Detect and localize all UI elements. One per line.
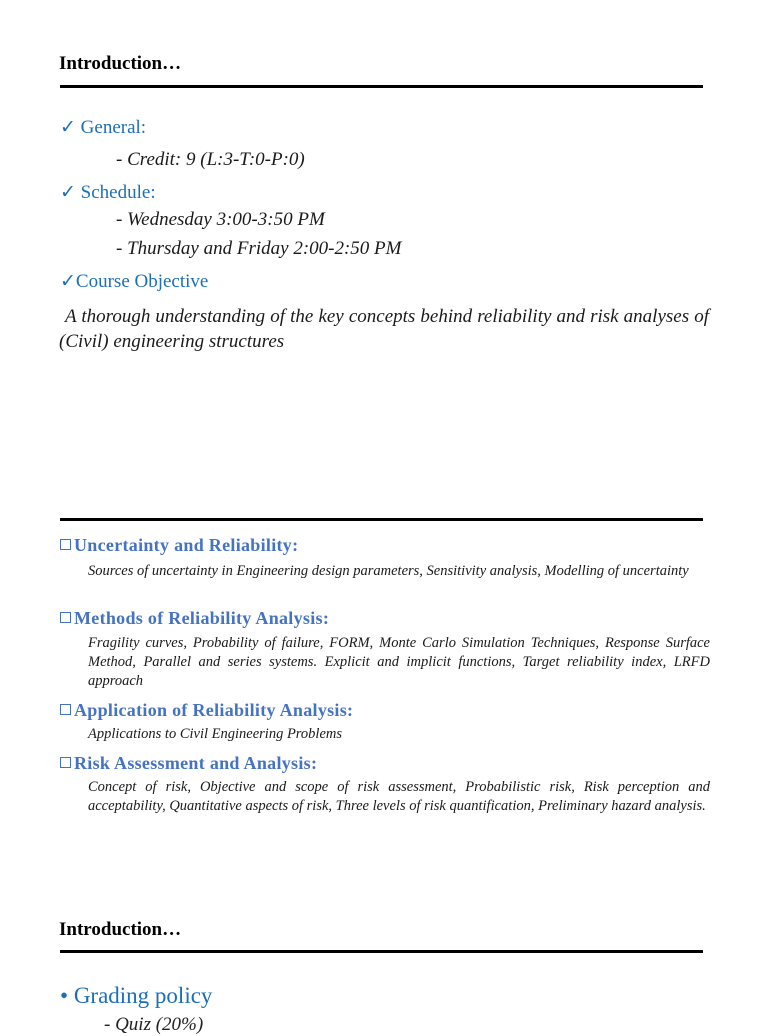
check-icon: ✓ <box>60 117 76 138</box>
general-label: General: <box>80 117 147 138</box>
objective-item <box>60 270 208 293</box>
check-icon: ✓ <box>60 182 76 203</box>
credit-line: - Credit: 9 (L:3-T:0-P:0) <box>116 149 305 170</box>
general-item <box>60 116 146 139</box>
topic-body: Applications to Civil Engineering Problems <box>88 726 342 742</box>
topic-body: Sources of uncertainty in Engineering design parameters, Sensitivity analysis, Modelling of uncertainty <box>88 563 689 579</box>
schedule-line-1: - Wednesday 3:00-3:50 PM <box>116 209 325 230</box>
checkbox-square-icon <box>60 704 71 715</box>
topic-body: Concept of risk, Objective and scope of risk assessment, Probabilistic risk, Risk perception and acceptability, Quantitative aspects of risk, Three levels of risk quantification, Preliminary hazard analysis. <box>88 779 710 814</box>
checkbox-square-icon <box>60 539 71 550</box>
checkbox-square-icon <box>60 612 71 623</box>
schedule-item <box>60 181 156 204</box>
objective-text: A thorough understanding of the key concepts behind reliability and risk analyses of (Civil) engineering structures <box>59 306 709 352</box>
grading-first-item: - Quiz (20%) <box>104 1014 204 1035</box>
objective-label: Course Objective <box>75 271 209 292</box>
slide3-title: Introduction… <box>59 919 182 940</box>
bullet-icon: • <box>60 983 69 1008</box>
section-rule <box>60 518 703 521</box>
topic-body: Fragility curves, Probability of failure, FORM, Monte Carlo Simulation Techniques, Response Surface Method, Parallel and series systems. Explicit and implicit functions, Target reliability index, LRFD approach <box>88 635 710 689</box>
topic-heading: Uncertainty and Reliability: <box>60 535 298 556</box>
topic-heading: Application of Reliability Analysis: <box>60 700 353 721</box>
title-rule <box>60 85 703 88</box>
check-icon: ✓ <box>60 271 76 292</box>
slide1-title: Introduction… <box>59 53 182 74</box>
topic-heading: Methods of Reliability Analysis: <box>60 608 329 629</box>
schedule-line-2: - Thursday and Friday 2:00-2:50 PM <box>116 238 402 259</box>
grading-policy-label: Grading policy <box>73 983 213 1008</box>
title-rule <box>60 950 703 953</box>
topic-heading: Risk Assessment and Analysis: <box>60 753 317 774</box>
schedule-label: Schedule: <box>80 182 156 203</box>
checkbox-square-icon <box>60 757 71 768</box>
grading-policy-item <box>60 983 212 1009</box>
